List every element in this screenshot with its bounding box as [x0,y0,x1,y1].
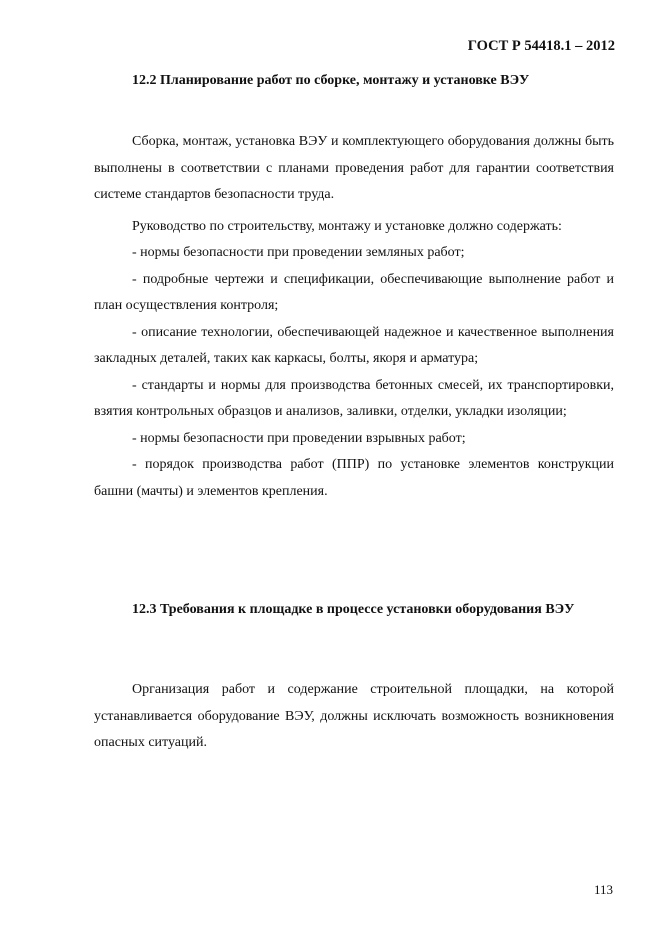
section-12-2-title: 12.2 Планирование работ по сборке, монтажу и установке ВЭУ [132,73,530,88]
list-item: - стандарты и нормы для производства бетонных смесей, их транспортировки, взятия контрольных образцов и анализов, заливки, отделки, укладки изоляции; [94,377,614,419]
section-12-3-title: 12.3 Требования к площадке в процессе установки оборудования ВЭУ [132,602,575,617]
section-12-3 [94,597,614,624]
list-item: - порядок производства работ (ППР) по установке элементов конструкции башни (мачты) и элементов крепления. [94,457,614,499]
document-code-header: ГОСТ Р 54418.1 – 2012 [467,38,615,54]
page-number: 113 [593,882,613,897]
section-12-3-body [94,677,614,757]
paragraph-assembly-plans: Сборка, монтаж, установка ВЭУ и комплектующего оборудования должны быть выполнены в соответствии с планами проведения работ для гарантии соответствия системе стандартов безопасности труда. [94,134,614,202]
list-item: - нормы безопасности при проведении земляных работ; [132,245,465,260]
list-item: - описание технологии, обеспечивающей надежное и качественное выполнения закладных деталей, таких как каркасы, болты, якоря и арматура; [94,324,614,366]
section-12-2 [94,68,614,95]
paragraph-guide-contents: Руководство по строительству, монтажу и установке должно содержать: [132,218,562,234]
paragraph-site-organization: Организация работ и содержание строительной площадки, на которой устанавливается оборудование ВЭУ, должны исключать возможность возникновения опасных ситуаций. [94,682,614,750]
list-item: - подробные чертежи и спецификации, обеспечивающие выполнение работ и план осуществления контроля; [94,271,614,313]
section-12-2-body [94,129,614,505]
list-item: - нормы безопасности при проведении взрывных работ; [132,430,466,446]
